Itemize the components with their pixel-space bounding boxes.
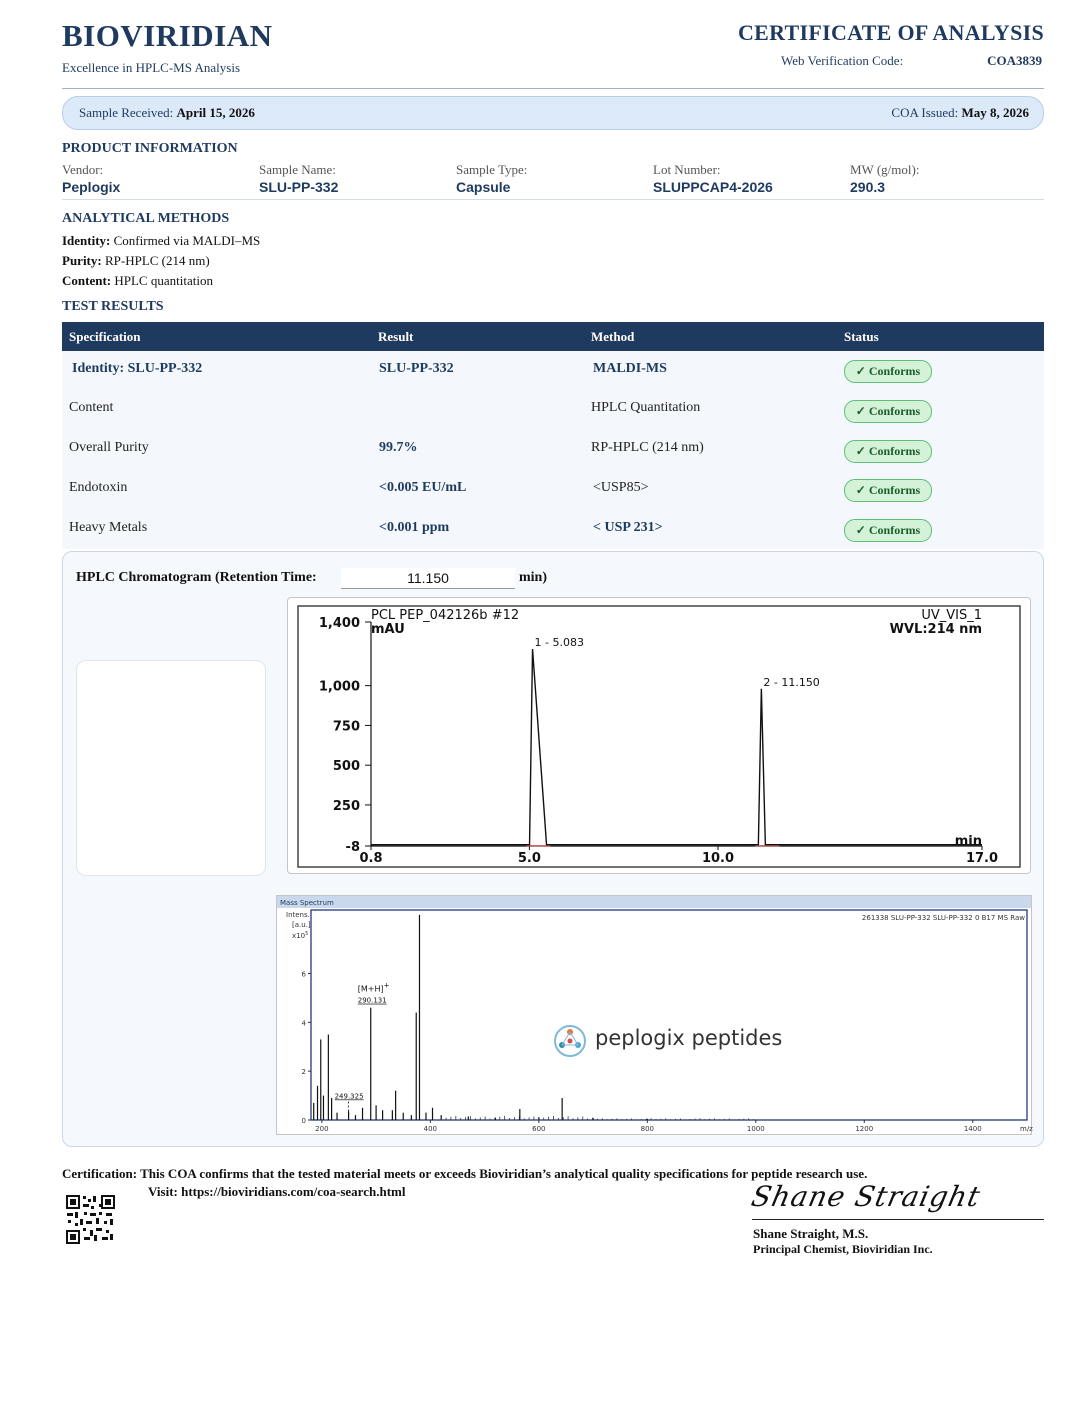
status-badge: ✓ Conforms xyxy=(844,440,932,463)
sample-type-label: Sample Type: xyxy=(456,162,528,177)
methods-title: ANALYTICAL METHODS xyxy=(62,211,230,226)
ms-ylabel-1: Intens. xyxy=(286,911,310,919)
y-tick-label: -8 xyxy=(345,840,360,855)
result-cell: 99.7% xyxy=(379,440,418,455)
hplc-chromatogram xyxy=(287,597,1031,874)
ms-xlabel: m/z xyxy=(1020,1125,1033,1133)
ms-y-tick-label: 2 xyxy=(301,1068,306,1077)
chart-channel: UV_VIS_1 xyxy=(921,608,982,623)
status-badge: ✓ Conforms xyxy=(844,519,932,542)
spec-cell: Identity: SLU-PP-332 xyxy=(72,361,203,376)
y-tick-label: 250 xyxy=(332,798,360,814)
col-specification: Specification xyxy=(69,329,141,344)
qr-code-icon[interactable] xyxy=(66,1195,115,1244)
chart-title: PCL PEP_042126b #12 xyxy=(371,608,520,623)
method-identity: Identity: Confirmed via MALDI–MS xyxy=(62,233,261,248)
y-tick-label: 500 xyxy=(332,759,360,775)
hplc-chart-svg xyxy=(288,598,1030,873)
verification-code: COA3839 xyxy=(987,53,1042,68)
ms-title: Mass Spectrum xyxy=(280,899,334,907)
results-table-header xyxy=(62,322,1044,351)
ms-axes xyxy=(302,910,1027,1133)
logo-node-icon xyxy=(568,1039,573,1044)
product-divider xyxy=(62,199,1044,200)
status-badge: ✓ Conforms xyxy=(844,479,932,502)
ms-annotations xyxy=(335,982,390,1112)
signer-name: Shane Straight, M.S. xyxy=(753,1226,869,1241)
ms-ylabel-3: $x10^5$ xyxy=(292,931,309,940)
coa-issued: COA Issued: May 8, 2026 xyxy=(891,105,1029,120)
product-info-title: PRODUCT INFORMATION xyxy=(62,141,238,156)
y-axis-label: mAU xyxy=(371,622,405,637)
dates-bar xyxy=(62,96,1044,130)
ms-x-tick-label: 400 xyxy=(423,1125,438,1133)
ms-x-tick-label: 600 xyxy=(532,1125,546,1133)
signature-line xyxy=(752,1219,1044,1220)
chart-border xyxy=(298,606,1020,867)
blank-card xyxy=(76,660,266,876)
spec-cell: Content xyxy=(69,400,114,415)
method-cell: MALDI-MS xyxy=(593,361,667,376)
ms-x-tick-label: 1400 xyxy=(963,1125,982,1133)
ms-x-tick-label: 1200 xyxy=(855,1125,874,1133)
y-tick-label: 1,000 xyxy=(318,679,360,695)
result-cell: <0.001 ppm xyxy=(379,520,450,535)
method-cell: < USP 231> xyxy=(593,520,663,535)
col-status: Status xyxy=(844,329,879,344)
signer-title: Principal Chemist, Bioviridian Inc. xyxy=(753,1242,933,1256)
peak-label: 2 - 11.150 xyxy=(763,675,820,689)
verification-label: Web Verification Code: xyxy=(781,53,904,68)
sample-received: Sample Received: April 15, 2026 xyxy=(79,105,255,120)
verification-url[interactable]: Visit: https://bioviridians.com/coa-search.html xyxy=(148,1184,406,1199)
ms-title-bar xyxy=(277,896,1031,908)
mw-value: 290.3 xyxy=(850,179,886,195)
spec-cell: Overall Purity xyxy=(69,440,149,455)
ms-x-tick-label: 800 xyxy=(640,1125,654,1133)
x-tick-label: 5.0 xyxy=(517,851,541,866)
document-title: CERTIFICATE OF ANALYSIS xyxy=(737,20,1044,45)
ms-x-tick-label: 200 xyxy=(315,1125,329,1133)
spec-cell: Endotoxin xyxy=(69,480,128,495)
col-method: Method xyxy=(591,329,635,344)
ms-plot-area xyxy=(311,910,1027,1120)
method-cell: RP-HPLC (214 nm) xyxy=(591,440,704,455)
spec-cell: Heavy Metals xyxy=(69,520,148,535)
ms-x-tick-label: 1000 xyxy=(746,1125,765,1133)
sample-type-value: Capsule xyxy=(456,179,511,195)
ms-y-tick-label: 4 xyxy=(301,1019,306,1028)
ms-y-tick-label: 6 xyxy=(301,970,306,979)
sample-name-value: SLU-PP-332 xyxy=(259,179,339,195)
status-badge: ✓ Conforms xyxy=(844,360,932,383)
mw-label: MW (g/mol): xyxy=(850,162,920,177)
brand-tagline: Excellence in HPLC-MS Analysis xyxy=(62,60,241,75)
x-tick-label: 17.0 xyxy=(965,851,999,866)
retention-time-field: 11.150 xyxy=(341,568,515,589)
x-tick-label: 0.8 xyxy=(359,851,383,866)
status-badge: ✓ Conforms xyxy=(844,400,932,423)
lot-number-value: SLUPPCAP4-2026 xyxy=(653,179,773,195)
results-table-body xyxy=(62,351,1044,549)
retention-time-unit: min) xyxy=(519,570,547,585)
ms-annotation-value: 249.325 xyxy=(334,1092,364,1101)
header-divider xyxy=(62,88,1044,89)
x-axis-label: min xyxy=(954,834,982,849)
sample-name-label: Sample Name: xyxy=(259,162,336,177)
peak-label: 1 - 5.083 xyxy=(534,636,584,650)
ms-annotation-label: [M+H]+ xyxy=(357,981,390,994)
ms-peaks xyxy=(314,915,754,1120)
peplogix-watermark: peplogix peptides xyxy=(595,1026,783,1050)
method-purity: Purity: RP-HPLC (214 nm) xyxy=(62,253,210,268)
chromatogram-title: HPLC Chromatogram (Retention Time: xyxy=(76,570,317,585)
certification-statement: Certification: This COA confirms that the tested material meets or exceeds Bioviridian’s analytical quality specifications for peptide research use. xyxy=(62,1166,868,1181)
vendor-value: Peplogix xyxy=(62,179,121,195)
x-tick-label: 10.0 xyxy=(701,851,735,866)
method-content: Content: HPLC quantitation xyxy=(62,273,213,288)
result-cell: <0.005 EU/mL xyxy=(379,480,467,495)
method-cell: HPLC Quantitation xyxy=(591,400,701,415)
method-cell: <USP85> xyxy=(593,480,649,495)
chart-wavelength: WVL:214 nm xyxy=(889,622,982,637)
results-title: TEST RESULTS xyxy=(62,299,164,314)
y-tick-label: 1,400 xyxy=(318,616,360,631)
ms-file-label: 261338 SLU-PP-332 SLU-PP-332 0 B17 MS Raw xyxy=(861,914,1025,922)
y-tick-label: 750 xyxy=(332,719,360,735)
ms-chart-svg xyxy=(277,896,1031,1134)
mass-spectrum xyxy=(276,895,1032,1135)
col-result: Result xyxy=(378,329,414,344)
brand-name: BIOVIRIDIAN xyxy=(62,18,273,53)
ms-annotation-value: 290.131 xyxy=(357,996,387,1005)
vendor-label: Vendor: xyxy=(62,162,104,177)
ms-annotation-sup: + xyxy=(383,981,390,990)
result-cell: SLU-PP-332 xyxy=(379,361,454,376)
ms-y-tick-label: 0 xyxy=(301,1117,306,1125)
lot-number-label: Lot Number: xyxy=(653,162,721,177)
ms-ylabel-2: [a.u.] xyxy=(292,921,311,929)
signature-image: Shane Straight xyxy=(748,1180,984,1213)
peplogix-logo xyxy=(555,1026,585,1056)
